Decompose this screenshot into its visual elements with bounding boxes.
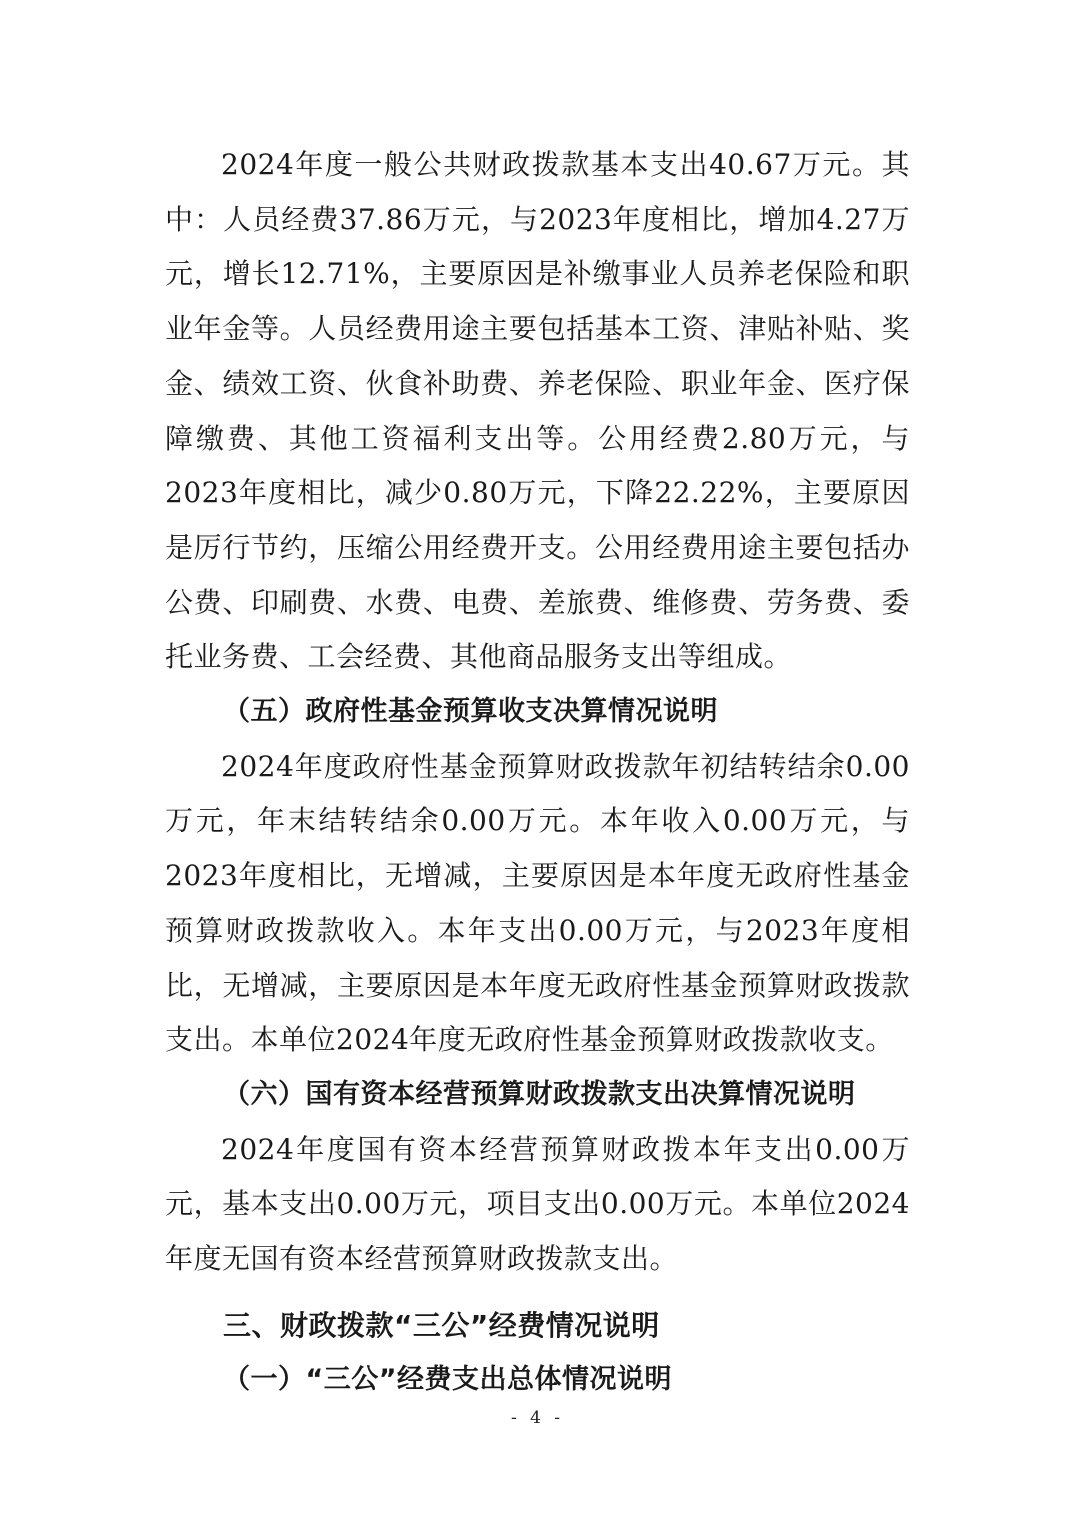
section-heading-three-public: 三、财政拨款“三公”经费情况说明 [223, 1308, 660, 1342]
page-content [165, 138, 910, 1408]
heading-government-fund: （五）政府性基金预算收支决算情况说明 [223, 696, 718, 728]
heading-state-capital: （六）国有资本经营预算财政拨款支出决算情况说明 [223, 1078, 856, 1110]
paragraph-state-capital: 2024年度国有资本经营预算财政拨本年支出0.00万元，基本支出0.00万元，项目支出0.00万元。本单位2024年度无国有资本经营预算财政拨款支出。 [165, 1132, 910, 1276]
page-number: - 4 - [510, 1408, 565, 1428]
paragraph-government-fund: 2024年度政府性基金预算财政拨款年初结转结余0.00万元，年末结转结余0.00万元。本年收入0.00万元，与2023年度相比，无增减，主要原因是本年度无政府性基金预算财政拨款收入。本年支出0.00万元，与2023年度相比，无增减，主要原因是本年度无政府性基金预算财政拨款支出。本单位2024年度无政府性基金预算财政拨款收支。 [165, 749, 910, 1057]
paragraph-basic-expenditure: 2024年度一般公共财政拨款基本支出40.67万元。其中：人员经费37.86万元，与2023年度相比，增加4.27万元，增长12.71%，主要原因是补缴事业人员养老保险和职业年金等。人员经费用途主要包括基本工资、津贴补贴、奖金、绩效工资、伙食补助费、养老保险、职业年金、医疗保障缴费、其他工资福利支出等。公用经费2.80万元，与2023年度相比，减少0.80万元，下降22.22%，主要原因是厉行节约，压缩公用经费开支。公用经费用途主要包括办公费、印刷费、水费、电费、差旅费、维修费、劳务费、委托业务费、工会经费、其他商品服务支出等组成。 [165, 148, 910, 674]
heading-three-public-overall: （一）“三公”经费支出总体情况说明 [223, 1364, 672, 1396]
